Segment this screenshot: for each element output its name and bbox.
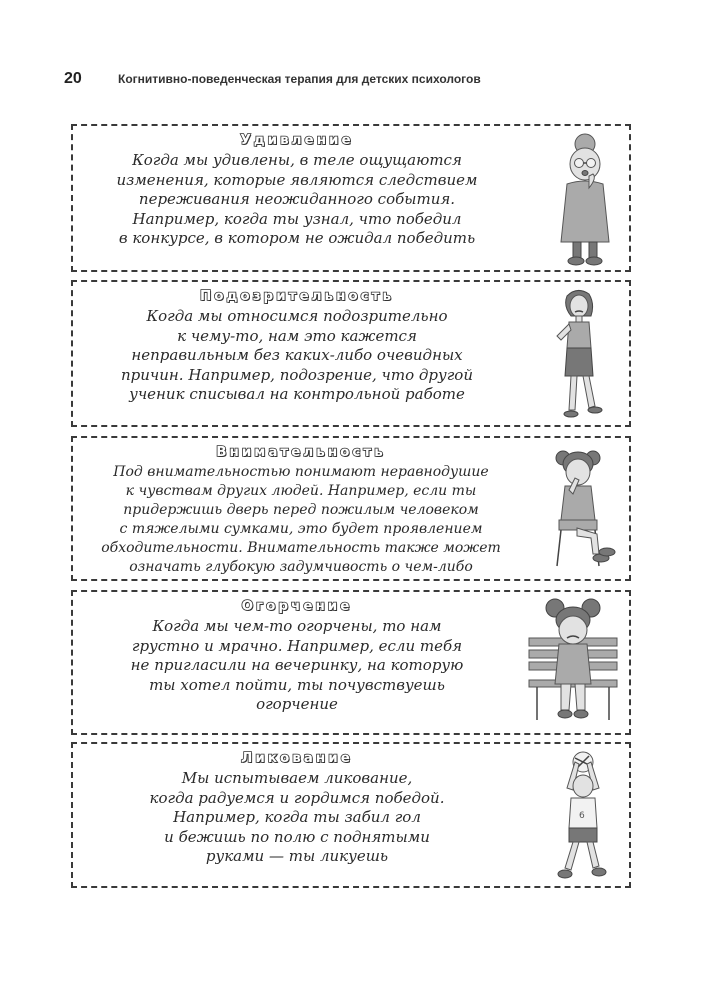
sad-girl-on-bench-illustration bbox=[527, 596, 619, 728]
card-title: Внимательность bbox=[216, 444, 386, 460]
emotion-card-jubilation bbox=[71, 742, 631, 888]
card-line: к чувствам других людей. Например, если ты bbox=[125, 483, 477, 499]
card-line: Например, когда ты забил гол bbox=[173, 808, 421, 826]
thoughtful-girl-illustration bbox=[541, 442, 619, 574]
card-line: не пригласили на вечеринку, на которую bbox=[130, 656, 464, 674]
card-body bbox=[87, 617, 507, 715]
card-line: означать глубокую задумчивость о чем-либо bbox=[129, 559, 473, 575]
card-line: в конкурсе, в котором не ожидал победить bbox=[118, 229, 476, 247]
card-text bbox=[87, 750, 507, 867]
card-line: неправильным без каких-либо очевидных bbox=[131, 346, 463, 364]
card-text bbox=[87, 288, 507, 405]
cheering-boy-illustration bbox=[547, 748, 619, 886]
surprised-old-woman-illustration bbox=[549, 130, 619, 268]
card-title: Подозрительность bbox=[199, 288, 395, 304]
card-body bbox=[87, 151, 507, 249]
card-line: изменения, которые являются следствием bbox=[116, 170, 478, 189]
card-text bbox=[81, 444, 521, 577]
card-line: Когда мы чем-то огорчены, то нам bbox=[152, 617, 442, 635]
emotion-card-suspicion bbox=[71, 280, 631, 427]
card-line: с тяжелыми сумками, это будет проявлением bbox=[119, 521, 483, 537]
card-line: огорчение bbox=[256, 695, 338, 713]
card-line: причин. Например, подозрение, что другой bbox=[120, 365, 473, 384]
card-line: к чему-то, нам это кажется bbox=[177, 326, 417, 345]
card-line: переживания неожиданного события. bbox=[138, 190, 456, 208]
card-body bbox=[87, 769, 507, 867]
card-line: Например, когда ты узнал, что победил bbox=[132, 209, 462, 228]
suspicious-woman-illustration bbox=[549, 286, 619, 424]
card-line: ученик списывал на контрольной работе bbox=[129, 385, 465, 403]
card-line: обходительности. Внимательность также может bbox=[101, 540, 501, 556]
emotion-card-attentiveness bbox=[71, 436, 631, 581]
card-text bbox=[87, 132, 507, 249]
card-text bbox=[87, 598, 507, 715]
card-title: Огорчение bbox=[241, 598, 353, 614]
card-line: руками — ты ликуешь bbox=[205, 847, 389, 865]
card-title: Ликование bbox=[241, 750, 353, 766]
svg-text:6: 6 bbox=[579, 811, 585, 821]
card-line: Когда мы относимся подозрительно bbox=[146, 307, 448, 325]
emotion-card-sadness bbox=[71, 590, 631, 735]
emotion-card-surprise bbox=[71, 124, 631, 272]
card-line: когда радуемся и гордимся победой. bbox=[149, 788, 445, 807]
card-line: ты хотел пойти, ты почувствуешь bbox=[149, 675, 445, 694]
card-line: Когда мы удивлены, в теле ощущаются bbox=[132, 151, 462, 169]
card-line: придержишь дверь перед пожилым человеком bbox=[123, 502, 479, 518]
card-line: Под внимательностью понимают неравнодушие bbox=[113, 464, 489, 480]
card-line: и бежишь по полю с поднятыми bbox=[164, 827, 430, 846]
card-body bbox=[87, 307, 507, 405]
card-line: грустно и мрачно. Например, если тебя bbox=[131, 636, 463, 655]
card-line: Мы испытываем ликование, bbox=[181, 769, 413, 787]
card-title: Удивление bbox=[240, 132, 354, 148]
page-header bbox=[64, 70, 664, 90]
running-title: Когнитивно-поведенческая терапия для детских психологов bbox=[118, 72, 481, 86]
page-number: 20 bbox=[64, 70, 82, 87]
card-body bbox=[81, 463, 521, 577]
